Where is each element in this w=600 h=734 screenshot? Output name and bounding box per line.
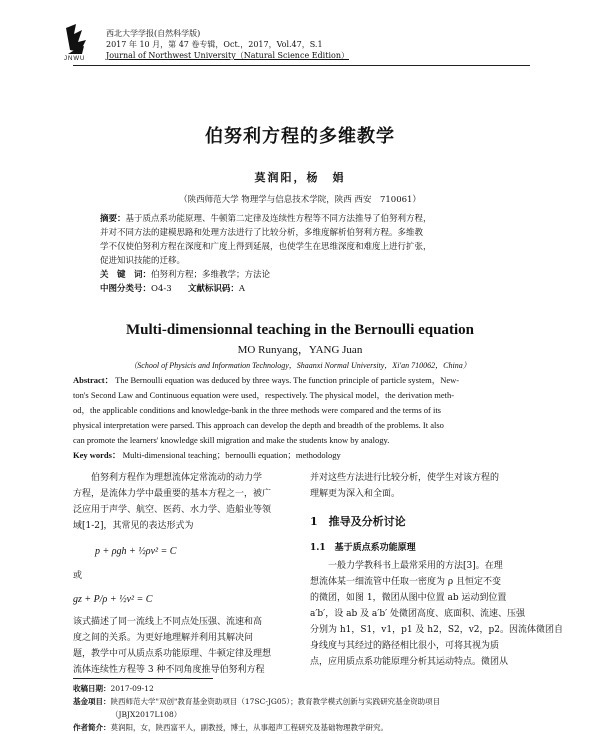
- footnote-rule: [73, 678, 213, 679]
- body-right-column: [310, 470, 564, 670]
- body-line: 该式描述了同一流线上不同点处压强、流速和高: [73, 617, 263, 627]
- abstract-en-line: physical interpretation were parsed. This approach can develop the depth and breadth of the problems. It also: [73, 420, 444, 430]
- received-date: 2017-09-12: [110, 684, 154, 693]
- body-line: 度之间的关系。为更好地理解并利用其解决问: [73, 633, 254, 643]
- or-text: 或: [73, 571, 83, 581]
- received-label: 收稿日期：: [73, 684, 111, 693]
- author-bio: 莫润阳，女，陕西富平人，副教授，博士，从事超声工程研究及基础物理教学研究。: [110, 723, 388, 732]
- abstract-cn: [100, 212, 520, 296]
- body-line: 分别为 h1，S1，v1，p1 及 h2，S2，v2，p2。因流体微团自: [310, 625, 564, 635]
- keywords-en: Multi-dimensional teaching；bernoulli equation；methodology: [122, 450, 341, 460]
- doc-code-value: A: [238, 284, 246, 294]
- body-line: 流体连续性方程等 3 种不同角度推导伯努利方程: [73, 665, 265, 675]
- abstract-cn-line: 基于质点系功能原理、牛顿第二定律及连续性方程等不同方法推导了伯努利方程，: [125, 214, 432, 224]
- keywords-cn-label: 关 键 词：: [100, 270, 152, 280]
- fund-label: 基金项目：: [73, 697, 111, 706]
- abstract-cn-line: 促进知识技能的迁移。: [100, 256, 186, 266]
- abstract-en-line: od，the applicable conditions and knowledge-bank in the three methods were compared and the terms of its: [73, 405, 441, 415]
- abstract-en-label: Abstract：: [73, 375, 114, 385]
- body-line: 题，教学中可从质点系功能原理、牛顿定律及理想: [73, 649, 272, 659]
- doc-code-label: 文献标识码：: [187, 284, 239, 294]
- abstract-cn-line: 学不仅使伯努利方程在深度和广度上得到延展，也使学生在思维深度和难度上进行扩张，: [100, 242, 432, 252]
- subsection-heading: 1.1 基于质点系功能原理: [310, 543, 416, 553]
- clc-label: 中图分类号：: [100, 284, 152, 294]
- abstract-en-line: can promote the learners' knowledge skill migration and make the students know by analogy.: [73, 435, 390, 445]
- clc-value: O4-3: [151, 284, 172, 294]
- abstract-en-line: ton's Second Law and Continuous equation were used，respectively. The physical model，the derivation meth-: [73, 390, 455, 400]
- keywords-cn: 伯努利方程；多维教学；方法论: [151, 270, 271, 280]
- paper-title-en: Multi-dimensionnal teaching in the Bernoulli equation: [126, 322, 474, 338]
- body-line: 泛应用于声学、航空、医药、水力学、造船业等领: [73, 505, 272, 515]
- journal-logo-text: JNWU: [64, 56, 86, 62]
- body-line: 伯努利方程作为理想流体定常流动的动力学: [91, 473, 263, 483]
- body-line: 一般力学教科书上最常采用的方法[3]。在理: [328, 561, 503, 571]
- body-line: 域[1-2]，其常见的表达形式为: [73, 521, 194, 531]
- affiliation-cn: （陕西师范大学 物理学与信息技术学院，陕西 西安 710061）: [179, 195, 421, 205]
- equation-1: p + ρgh + ½ρv² = C: [95, 546, 177, 557]
- abstract-cn-label: 摘要：: [100, 214, 126, 224]
- body-line: 身线度与其经过的路径相比很小，可将其视为质: [310, 641, 500, 651]
- body-left-column: [73, 470, 293, 678]
- journal-header: [106, 28, 349, 61]
- body-line: 想流体某一细流管中任取一密度为 ρ 且恒定不变: [310, 577, 502, 587]
- abstract-en: [73, 373, 533, 463]
- body-line: 并对这些方法进行比较分析，使学生对该方程的: [310, 473, 500, 483]
- header-rule: [73, 65, 530, 66]
- fund-text: 陕西师范大学"双创"教育基金资助项目（17SC-JG05）；教育教学模式创新与实践研究基金资助项目: [110, 697, 441, 706]
- issue-line: 2017 年 10 月，第 47 卷专辑，Oct.，2017，Vol.47，S.1: [106, 40, 323, 49]
- keywords-en-label: Key words：: [73, 450, 121, 460]
- authors-en: MO Runyang，YANG Juan: [237, 344, 363, 356]
- body-line: a′b′，设 ab 及 a′b′ 处微团高度、底面积、流速、压强: [310, 609, 525, 619]
- abstract-en-line: The Bernoulli equation was deduced by three ways. The function principle of particle system，New-: [115, 375, 460, 385]
- affiliation-en: （School of Physicis and Information Technology，Shaanxi Normal University，Xi'an 710062，China）: [129, 361, 471, 370]
- fund-text-cont: （JBJX2017L108）: [111, 710, 182, 719]
- journal-name-cn: 西北大学学报(自然科学版): [106, 29, 201, 38]
- authors-cn: 莫润阳，杨 娟: [254, 171, 346, 184]
- section-heading: 1 推导及分析讨论: [310, 515, 406, 528]
- abstract-cn-line: 并对不同方法的建模思路和处理方法进行了比较分析，多维度解析伯努利方程。多维教: [100, 228, 424, 238]
- body-line: 理解更为深入和全面。: [310, 489, 401, 499]
- journal-name-en: Journal of Northwest University（Natural Science Edition）: [106, 51, 349, 60]
- footnotes: [73, 682, 533, 734]
- body-line: 点，应用质点系功能原理分析其运动特点。微团从: [310, 657, 509, 667]
- body-line: 的微团，如图 1，微团从图中位置 ab 运动到位置: [310, 593, 507, 603]
- equation-2: gz + P/ρ + ½v² = C: [73, 594, 153, 605]
- paper-title-cn: 伯努利方程的多维教学: [205, 126, 395, 147]
- author-bio-label: 作者简介：: [73, 723, 111, 732]
- body-line: 方程，是流体力学中最重要的基本方程之一，被广: [73, 489, 272, 499]
- journal-logo: [62, 20, 102, 64]
